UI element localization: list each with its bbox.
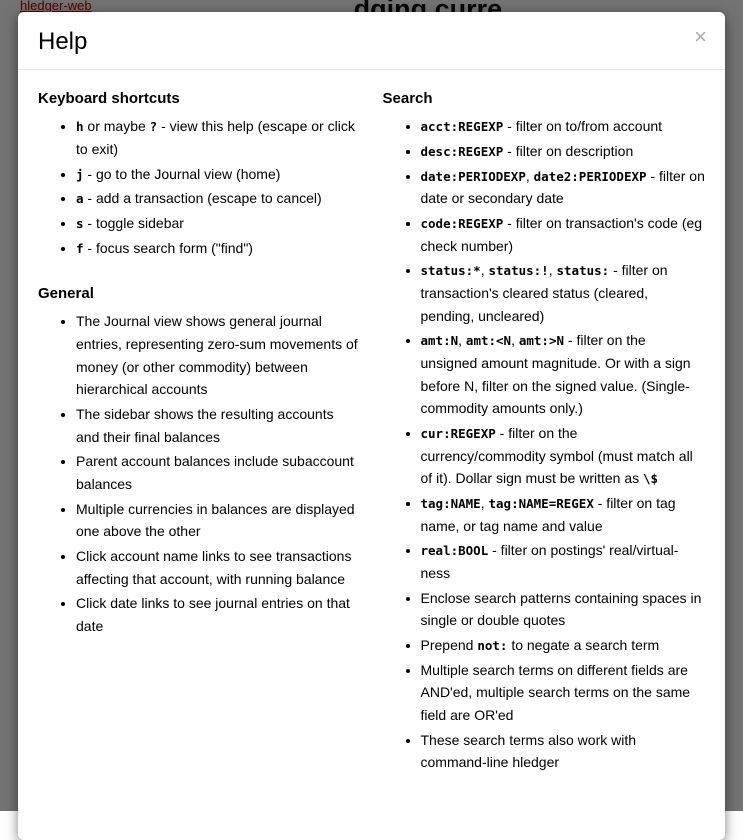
code-text: \$ [643, 471, 658, 486]
plain-text: , [481, 495, 489, 511]
plain-text: - filter on date or secondary date [421, 168, 705, 207]
list-item [76, 115, 361, 160]
list-item [421, 729, 706, 774]
list-item [421, 539, 706, 584]
code-text: code:REGEXP [421, 216, 504, 231]
list-item [76, 498, 361, 543]
plain-text: to negate a search term [507, 637, 659, 653]
list-item [421, 140, 706, 163]
code-text: not: [477, 638, 507, 653]
code-text: amt:>N [519, 333, 564, 348]
plain-text: Multiple currencies in balances are displayed one above the other [76, 501, 355, 540]
plain-text: , [526, 168, 534, 184]
code-text: a [76, 191, 84, 206]
code-text: cur:REGEXP [421, 426, 496, 441]
plain-text: - view this help (escape or click to exit) [76, 118, 355, 157]
right-column [383, 90, 706, 800]
close-icon[interactable]: × [692, 24, 709, 50]
code-text: ? [150, 119, 158, 134]
plain-text: , [458, 332, 466, 348]
list-item [76, 592, 361, 637]
code-text: status:* [421, 263, 481, 278]
help-modal [18, 12, 725, 840]
search-heading: Search [383, 90, 706, 107]
plain-text: - toggle sidebar [84, 215, 184, 231]
code-text: tag:NAME [421, 496, 481, 511]
shortcuts-list [38, 115, 361, 259]
plain-text: Enclose search patterns containing spaces in single or double quotes [421, 590, 702, 629]
list-item [76, 403, 361, 448]
plain-text: Parent account balances include subaccount balances [76, 453, 354, 492]
plain-text: - filter on tag name, or tag name and value [421, 495, 676, 534]
plain-text: - filter on description [503, 143, 633, 159]
code-text: real:BOOL [421, 543, 489, 558]
list-item [421, 492, 706, 537]
list-item [76, 212, 361, 235]
list-item [76, 450, 361, 495]
plain-text: , [511, 332, 519, 348]
plain-text: - filter on the unsigned amount magnitude. Or with a sign before N, filter on the signed value. (Single-commodity amounts only.) [421, 332, 691, 416]
plain-text: or maybe [84, 118, 150, 134]
list-item [421, 634, 706, 657]
code-text: desc:REGEXP [421, 144, 504, 159]
general-list [38, 310, 361, 637]
modal-header [18, 12, 725, 70]
list-item [76, 310, 361, 401]
plain-text: Click account name links to see transactions affecting that account, with running balance [76, 548, 351, 587]
plain-text: Click date links to see journal entries on that date [76, 595, 350, 634]
left-column [38, 90, 361, 800]
code-text: date2:PERIODEXP [534, 169, 647, 184]
list-item [421, 329, 706, 420]
code-text: h [76, 119, 84, 134]
shortcuts-heading: Keyboard shortcuts [38, 90, 361, 107]
plain-text: - filter on transaction's cleared status (cleared, pending, uncleared) [421, 262, 668, 323]
plain-text: The sidebar shows the resulting accounts and their final balances [76, 406, 334, 445]
plain-text: - filter on the currency/commodity symbol (must match all of it). Dollar sign must be written as [421, 425, 693, 486]
code-text: status: [557, 263, 610, 278]
plain-text: Multiple search terms on different fields are AND'ed, multiple search terms on the same field are OR'ed [421, 662, 691, 723]
list-item [421, 659, 706, 727]
list-item [421, 165, 706, 210]
list-item [76, 545, 361, 590]
list-item [421, 212, 706, 257]
modal-title: Help [38, 26, 705, 57]
list-item [76, 163, 361, 186]
plain-text: , [481, 262, 489, 278]
code-text: amt:<N [466, 333, 511, 348]
plain-text: - filter on postings' real/virtual-ness [421, 542, 679, 581]
code-text: status:! [489, 263, 549, 278]
code-text: tag:NAME=REGEX [489, 496, 594, 511]
code-text: j [76, 167, 84, 182]
list-item [76, 237, 361, 260]
list-item [421, 115, 706, 138]
plain-text: - filter on to/from account [503, 118, 662, 134]
list-item [421, 422, 706, 490]
code-text: s [76, 216, 84, 231]
list-item [76, 187, 361, 210]
plain-text: - filter on transaction's code (eg check number) [421, 215, 703, 254]
search-list [383, 115, 706, 774]
list-item [421, 587, 706, 632]
general-heading: General [38, 285, 361, 302]
plain-text: The Journal view shows general journal entries, representing zero-sum movements of money (or other commodity) between hierarchical accounts [76, 313, 358, 397]
plain-text: Prepend [421, 637, 478, 653]
plain-text: These search terms also work with command-line hledger [421, 732, 637, 771]
list-item [421, 259, 706, 327]
code-text: amt:N [421, 333, 459, 348]
code-text: f [76, 241, 84, 256]
plain-text: - go to the Journal view (home) [84, 166, 281, 182]
modal-body [18, 70, 725, 840]
code-text: acct:REGEXP [421, 119, 504, 134]
plain-text: , [549, 262, 557, 278]
plain-text: - focus search form ("find") [84, 240, 253, 256]
plain-text: - add a transaction (escape to cancel) [84, 190, 322, 206]
code-text: date:PERIODEXP [421, 169, 526, 184]
